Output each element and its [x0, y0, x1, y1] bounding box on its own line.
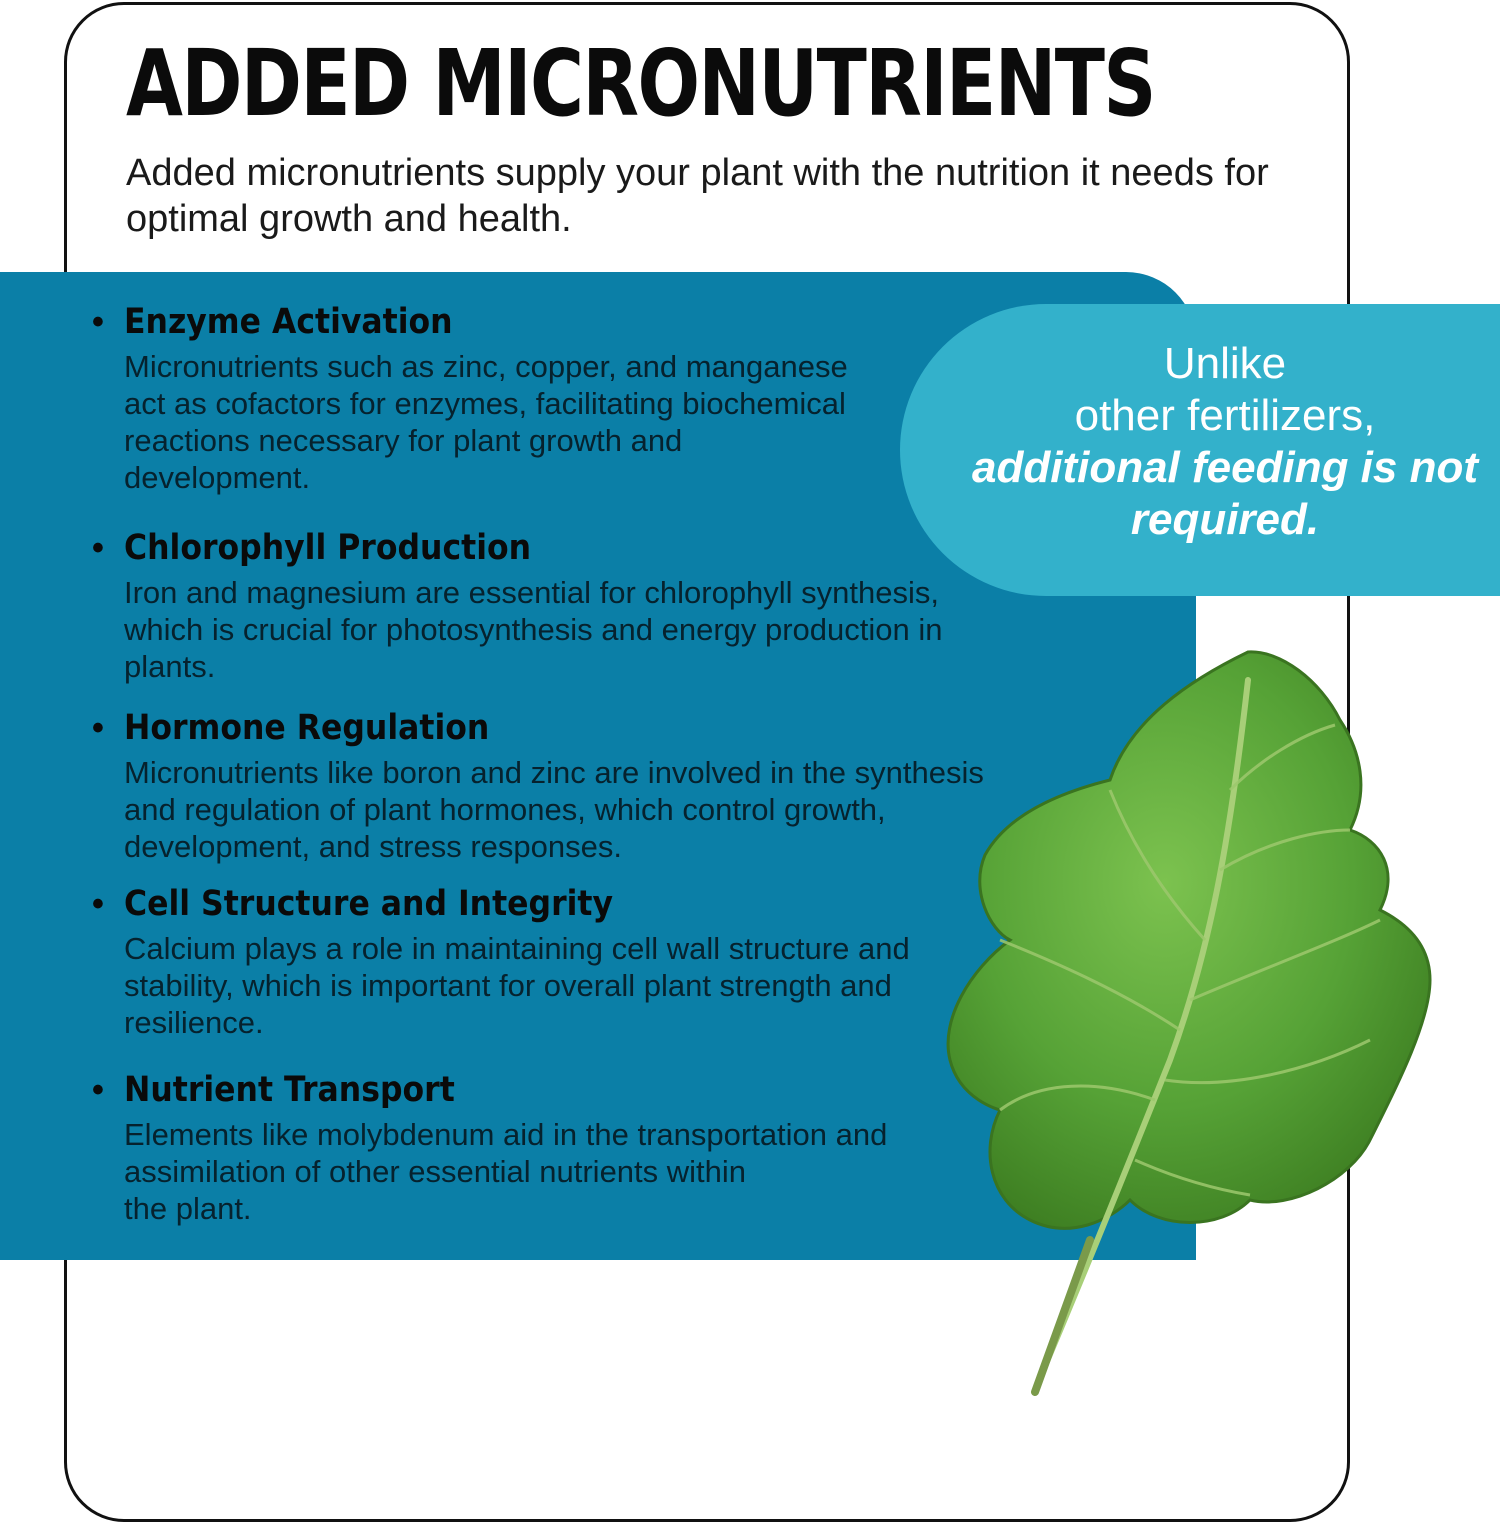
benefit-title: Enzyme Activation: [124, 302, 453, 342]
leaf-stem: [1035, 1240, 1090, 1392]
callout-text: [970, 338, 1480, 546]
benefit-description: Micronutrients like boron and zinc are involved in the synthesis and regulation of plant hormones, which control growth, development, and stress responses.: [124, 755, 984, 864]
page-subtitle: Added micronutrients supply your plant with the nutrition it needs for optimal growth and health.: [126, 152, 1269, 240]
benefit-title: Nutrient Transport: [124, 1070, 455, 1110]
benefit-description: Elements like molybdenum aid in the transportation and assimilation of other essential nutrients within the plant.: [124, 1117, 888, 1226]
callout-emphasis: additional feeding is not required.: [972, 443, 1478, 544]
bullet-icon: •: [92, 529, 104, 567]
callout-line-1: Unlike: [1163, 339, 1287, 388]
bullet-icon: •: [92, 709, 104, 747]
bullet-icon: •: [92, 303, 104, 341]
leaf-blade: [948, 652, 1430, 1228]
benefit-description: Iron and magnesium are essential for chlorophyll synthesis, which is crucial for photosynthesis and energy production in plants.: [124, 575, 943, 684]
benefit-title: Hormone Regulation: [124, 708, 490, 748]
benefit-title: Cell Structure and Integrity: [124, 884, 614, 924]
leaf-icon: [930, 640, 1450, 1410]
callout-line-2: other fertilizers,: [1074, 391, 1376, 440]
bullet-icon: •: [92, 1071, 104, 1109]
benefit-description: Calcium plays a role in maintaining cell wall structure and stability, which is important for overall plant strength and resilience.: [124, 931, 910, 1040]
page-title: ADDED MICRONUTRIENTS: [126, 30, 1155, 137]
benefit-title: Chlorophyll Production: [124, 528, 532, 568]
bullet-icon: •: [92, 885, 104, 923]
callout-banner: [900, 304, 1500, 596]
benefit-description: Micronutrients such as zinc, copper, and manganese act as cofactors for enzymes, facilitating biochemical reactions necessary for plant growth and development.: [124, 349, 848, 495]
